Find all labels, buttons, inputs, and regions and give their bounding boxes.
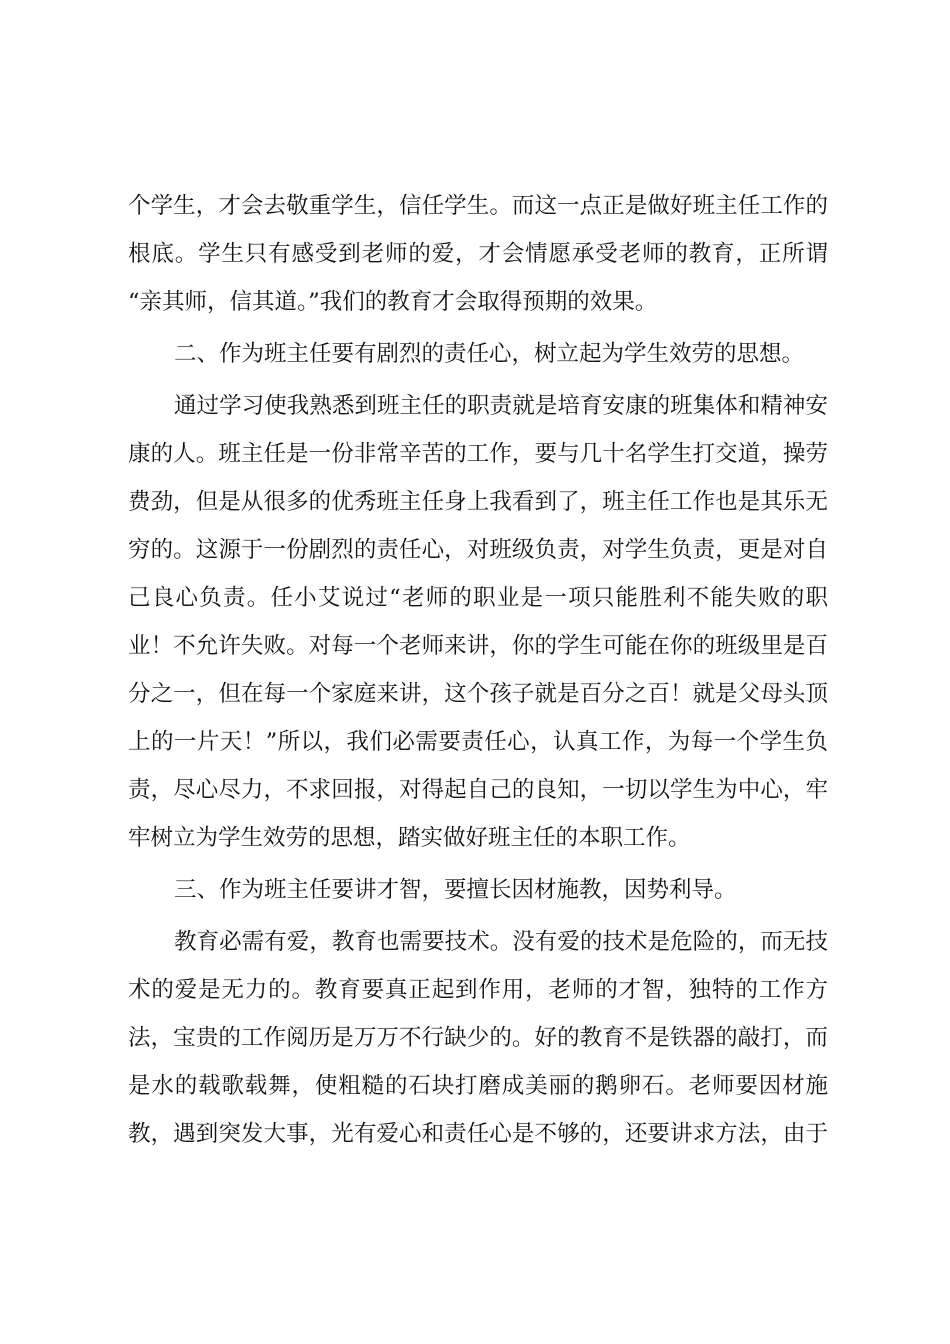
body-text-line: “亲其师，信其道。”我们的教育才会取得预期的效果。 [128, 289, 658, 315]
body-text-line: 业！不允许失败。对每一个老师来讲，你的学生可能在你的班级里是百 [128, 633, 828, 659]
body-text-line: 穷的。这源于一份剧烈的责任心，对班级负责，对学生负责，更是对自 [128, 537, 828, 563]
body-text-line: 费劲，但是从很多的优秀班主任身上我看到了，班主任工作也是其乐无 [128, 489, 828, 515]
body-text-line: 是水的载歌载舞，使粗糙的石块打磨成美丽的鹅卵石。老师要因材施 [128, 1073, 828, 1099]
body-text-line: 教，遇到突发大事，光有爱心和责任心是不够的，还要讲求方法，由于 [128, 1121, 828, 1147]
body-text-line: 责，尽心尽力，不求回报，对得起自己的良知，一切以学生为中心，牢 [128, 777, 828, 803]
body-text-line: 教育必需有爱，教育也需要技术。没有爱的技术是危险的，而无技 [174, 929, 828, 955]
section-heading: 三、作为班主任要讲才智，要擅长因材施教，因势利导。 [174, 877, 737, 903]
body-text-line: 术的爱是无力的。教育要真正起到作用，老师的才智，独特的工作方 [128, 977, 828, 1003]
body-text-line: 上的一片天！”所以，我们必需要责任心，认真工作，为每一个学生负 [128, 729, 828, 755]
body-text-line: 通过学习使我熟悉到班主任的职责就是培育安康的班集体和精神安 [174, 393, 828, 419]
body-text-line: 法，宝贵的工作阅历是万万不行缺少的。好的教育不是铁器的敲打，而 [128, 1025, 828, 1051]
body-text-line: 分之一，但在每一个家庭来讲，这个孩子就是百分之百！就是父母头顶 [128, 681, 828, 707]
body-text-line: 牢树立为学生效劳的思想，踏实做好班主任的本职工作。 [128, 825, 691, 851]
body-text-line: 康的人。班主任是一份非常辛苦的工作，要与几十名学生打交道，操劳 [128, 441, 828, 467]
body-text-line: 己良心负责。任小艾说过“老师的职业是一项只能胜利不能失败的职 [128, 585, 828, 611]
body-text-line: 根底。学生只有感受到老师的爱，才会情愿承受老师的教育，正所谓 [128, 241, 828, 267]
section-heading: 二、作为班主任要有剧烈的责任心，树立起为学生效劳的思想。 [174, 341, 805, 367]
body-text-line: 个学生，才会去敬重学生，信任学生。而这一点正是做好班主任工作的 [128, 193, 828, 219]
